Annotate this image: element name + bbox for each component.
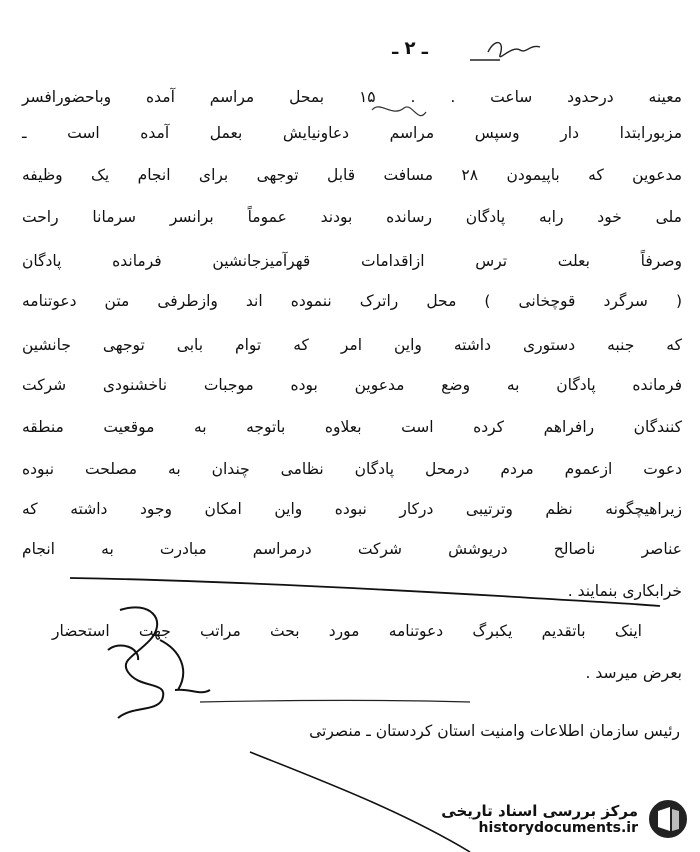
page-number: ـ ۲ ـ — [392, 38, 428, 59]
text-line-12: عناصر ناصالح دریوشش شرکت درمراسم مبادرت به انجام — [22, 540, 682, 558]
text-line-10: دعوت ازعموم مردم درمحل پادگان نظامی چندان به مصلحت نبوده — [22, 460, 682, 478]
watermark-url: historydocuments.ir — [478, 820, 638, 836]
pen-stroke-lower — [200, 701, 470, 703]
text-line-4: ملی خود رابه پادگان رسانده بودند عموماً برانسر سرمانا راحت — [22, 208, 682, 226]
text-line-3: مدعوین که باپیمودن ۲۸ مسافت قابل توجهی برای انجام یک وظیفه — [22, 166, 682, 184]
text-line-8: فرمانده پادگان به وضع مدعوین بوده موجبات ناخشنودی شرکت — [22, 376, 682, 394]
text-line-1: معینه درحدود ساعت . . ۱۵ بمحل مراسم آمده وباحضورافسر — [22, 88, 682, 106]
text-line-13: خرابکاری بنمایند . — [567, 582, 682, 600]
watermark — [390, 794, 690, 844]
text-line-5: وصرفاً بعلت ترس ازاقدامات قهرآمیزجانشین فرمانده پادگان — [22, 252, 682, 270]
watermark-name: مرکز بررسی اسناد تاریخی — [441, 802, 638, 820]
text-line-6: ( سرگرد قوچخانی ) محل راترک ننموده اند وازطرفی متن دعوتنامه — [22, 292, 682, 310]
text-line-7: که جنبه دستوری داشته واین امر که توام بابی توجهی جانشین — [22, 336, 682, 354]
text-line-14: اینک باتقدیم یکبرگ دعوتنامه مورد بحث مراتب جهت استحضار — [52, 622, 642, 640]
mid-scribble — [372, 107, 426, 116]
text-line-15: بعرض میرسد . — [585, 664, 682, 682]
archive-logo-icon — [646, 797, 690, 841]
text-line-11: زیراهیچگونه نظم وترتیبی درکار نبوده واین امکان وجود داشته که — [22, 500, 682, 518]
top-scribble — [488, 43, 540, 57]
text-line-9: کنندگان رافراهم کرده است بعلاوه باتوجه به موقعیت منطقه — [22, 418, 682, 436]
signature-line: رئیس سازمان اطلاعات وامنیت استان کردستان ـ منصرتی — [309, 722, 680, 740]
text-line-2: مزبورابتدا دار وسپس مراسم دعاونیایش بعمل آمده است ـ — [22, 124, 682, 142]
